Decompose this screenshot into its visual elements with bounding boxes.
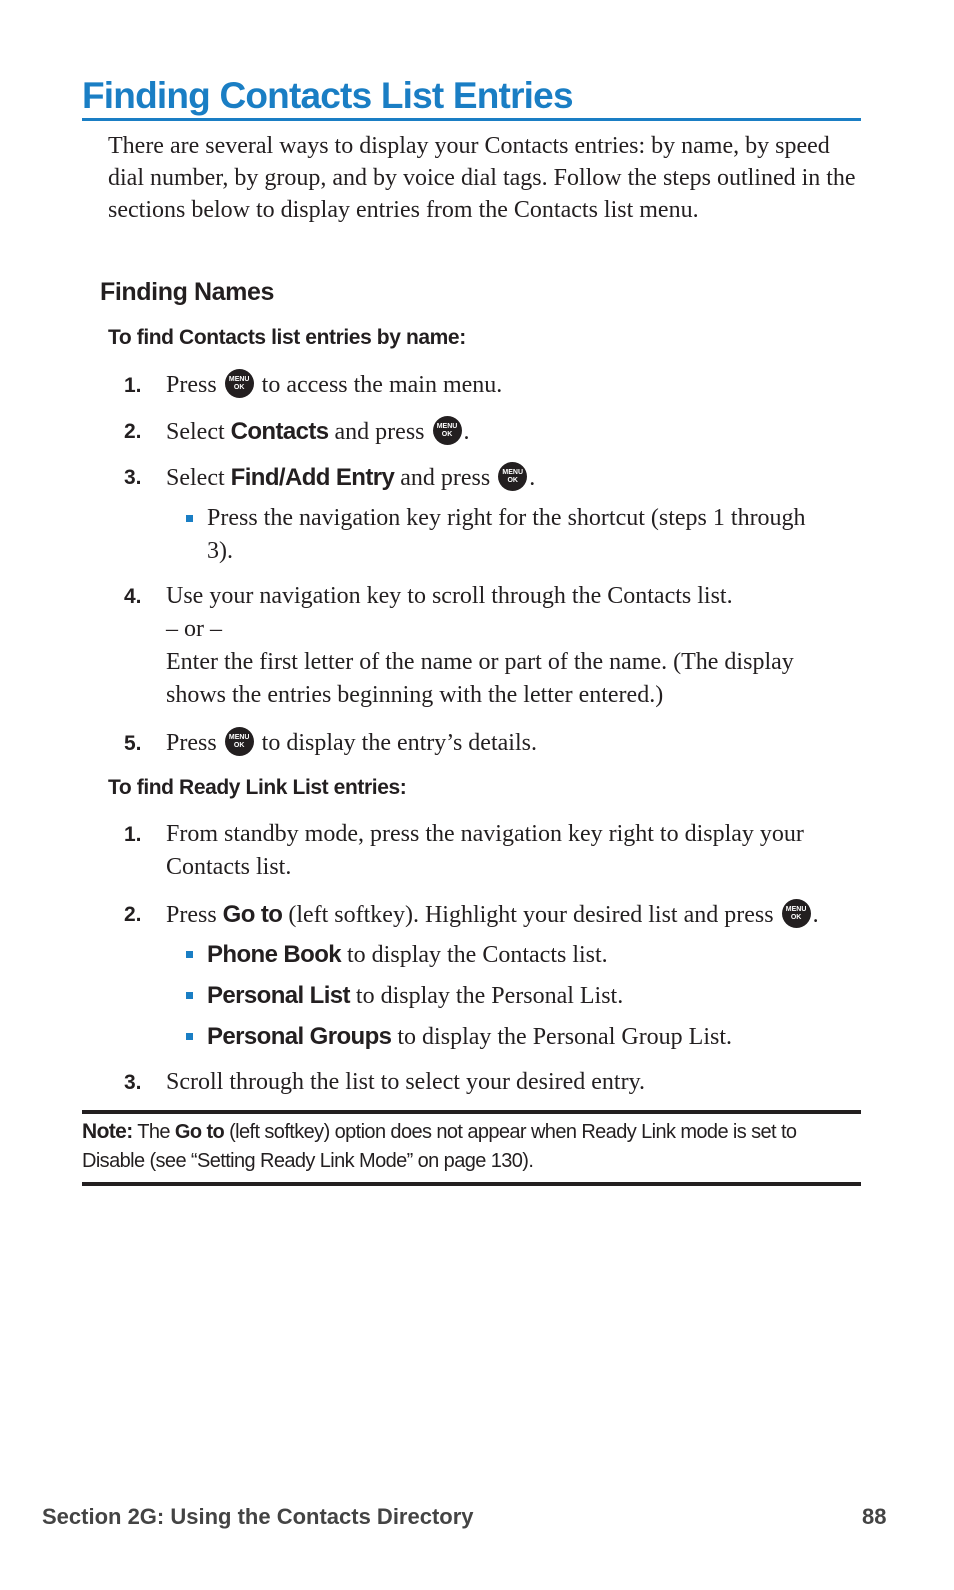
note-label: Note:	[82, 1120, 133, 1143]
step-text: and press	[334, 419, 425, 445]
step-text: (left softkey). Highlight your desired list and press	[288, 902, 774, 928]
page-number: 88	[862, 1504, 887, 1529]
key-label-menu: MENU	[502, 469, 524, 476]
footer-section-title: Section 2G: Using the Contacts Directory	[42, 1504, 474, 1529]
bullet-text: Press the navigation key right for the shortcut (steps 1 through 3).	[207, 505, 806, 564]
step-text: From standby mode, press the navigation key right to display your Contacts list.	[166, 821, 804, 880]
intro-paragraph: There are several ways to display your Contacts entries: by name, by speed dial number, by group, and by voice dial tags. Follow the steps outlined in the sections below to display entries from the Contacts list menu.	[108, 133, 856, 223]
step-text: to display the entry’s details.	[261, 730, 537, 756]
step-number: 2.	[124, 903, 142, 926]
step-text: Select	[166, 465, 225, 491]
step-text: and press	[400, 465, 491, 491]
menu-item-name: Find/Add Entry	[230, 464, 395, 491]
bullet-square-icon	[186, 1033, 193, 1040]
bullet-text: to display the Contacts list.	[347, 942, 608, 968]
step-number: 3.	[124, 466, 142, 489]
bullet-text: to display the Personal Group List.	[397, 1024, 733, 1050]
menu-ok-key-icon	[782, 899, 811, 928]
bullet-square-icon	[186, 951, 193, 958]
step-text: .	[463, 419, 470, 445]
key-label-ok: OK	[790, 914, 802, 921]
section-heading: Finding Names	[100, 278, 274, 306]
menu-item-name: Contacts	[230, 418, 329, 445]
note-top-rule	[82, 1110, 861, 1114]
step-number: 4.	[124, 585, 142, 608]
key-label-menu: MENU	[436, 423, 458, 430]
list-name: Personal Groups	[207, 1023, 392, 1050]
step-text: Press	[166, 730, 217, 756]
note-bottom-rule	[82, 1182, 861, 1186]
menu-ok-key-icon	[225, 727, 254, 756]
step-text: Enter the first letter of the name or part of the name. (The display shows the entries beginning with the letter entered.)	[166, 649, 794, 708]
step-text: Press	[166, 902, 217, 928]
menu-ok-key-icon	[498, 462, 527, 491]
list-name: Phone Book	[207, 941, 342, 968]
softkey-name: Go to	[222, 901, 283, 928]
list-name: Personal List	[207, 982, 350, 1009]
note	[82, 1117, 862, 1176]
step-number: 3.	[124, 1071, 142, 1094]
key-label-menu: MENU	[785, 906, 807, 913]
step-number: 1.	[124, 374, 142, 397]
note-text: The	[137, 1121, 170, 1143]
softkey-name: Go to	[174, 1121, 225, 1143]
page-title: Finding Contacts List Entries	[82, 75, 573, 116]
key-label-ok: OK	[233, 384, 245, 391]
step-text: .	[812, 902, 819, 928]
key-label-ok: OK	[507, 477, 518, 484]
step-number: 5.	[124, 732, 142, 755]
key-label-ok: OK	[441, 431, 453, 438]
step-text: Select	[166, 419, 225, 445]
key-label-ok: OK	[233, 742, 245, 749]
step-text: Scroll through the list to select your desired entry.	[166, 1069, 646, 1095]
step-text: Press	[166, 372, 217, 398]
bullet-square-icon	[186, 515, 193, 522]
note-text: (left softkey) option does not appear when Ready Link mode is set to Disable (see “Setting Ready Link Mode” on page 130).	[82, 1121, 797, 1172]
bullet-text: to display the Personal List.	[355, 983, 624, 1009]
bullet-square-icon	[186, 992, 193, 999]
key-label-menu: MENU	[228, 376, 250, 383]
menu-ok-key-icon	[225, 369, 254, 398]
menu-ok-key-icon	[433, 416, 462, 445]
title-rule	[82, 118, 861, 121]
step-text: to access the main menu.	[261, 372, 503, 398]
step-number: 2.	[124, 420, 142, 443]
step-text: Use your navigation key to scroll through the Contacts list.	[166, 583, 733, 609]
procedure2-heading: To find Ready Link List entries:	[108, 776, 407, 799]
key-label-menu: MENU	[228, 734, 250, 741]
step-number: 1.	[124, 823, 142, 846]
procedure1-heading: To find Contacts list entries by name:	[108, 326, 466, 349]
step-text: .	[529, 465, 536, 491]
step-or-separator: – or –	[166, 616, 222, 642]
